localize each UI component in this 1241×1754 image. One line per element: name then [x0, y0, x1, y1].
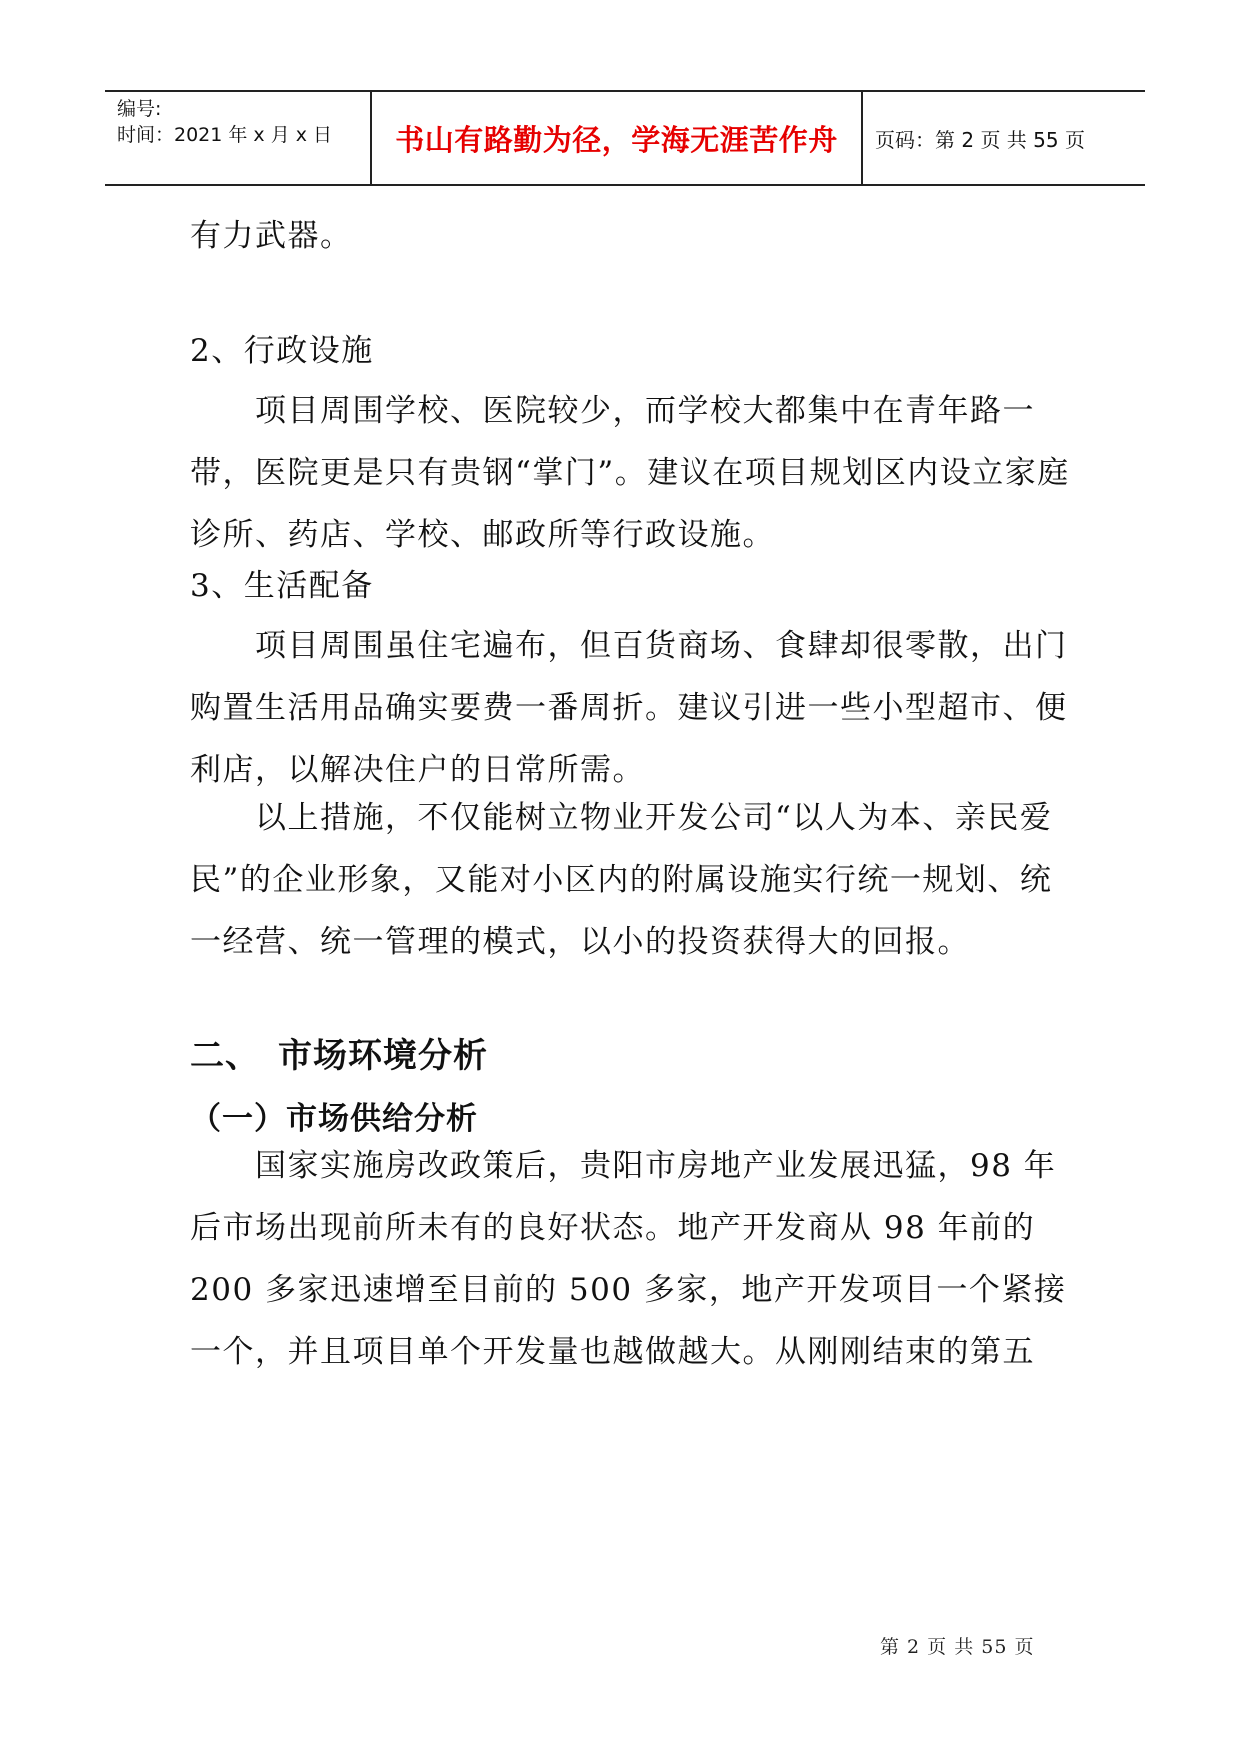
- summary-paragraph: 以上措施，不仅能树立物业开发公司“以人为本、亲民爱民”的企业形象，又能对小区内的附属设施实行统一规划、统一经营、统一管理的模式，以小的投资获得大的回报。: [190, 800, 1053, 960]
- item-3-title: 3、生活配备: [190, 568, 374, 604]
- section-2-heading: 二、 市场环境分析: [190, 1036, 488, 1076]
- paragraph-continuation: 有力武器。: [190, 218, 353, 254]
- page-header: [105, 90, 1145, 186]
- item-3-text: 项目周围虽住宅遍布，但百货商场、食肆却很零散，出门购置生活用品确实要费一番周折。建议引进一些小型超市、便利店，以解决住户的日常所需。: [190, 628, 1068, 788]
- header-page-code: 页码：第 2 页 共 55 页: [875, 127, 1085, 152]
- header-divider: [861, 92, 863, 184]
- header-meta: [117, 92, 367, 184]
- header-motto: 书山有路勤为径，学海无涯苦作舟: [395, 122, 838, 157]
- document-number-label: 编号:: [117, 98, 162, 120]
- section-2-subheading: （一）市场供给分析: [190, 1101, 478, 1137]
- page-footer: 第 2 页 共 55 页: [880, 1636, 1035, 1658]
- document-time-label: 时间：2021 年 x 月 x 日: [117, 124, 333, 146]
- item-2-title: 2、行政设施: [190, 333, 374, 369]
- item-2-text: 项目周围学校、医院较少，而学校大都集中在青年路一带，医院更是只有贵钢“掌门”。建议在项目规划区内设立家庭诊所、药店、学校、邮政所等行政设施。: [190, 393, 1070, 553]
- section-2-paragraph: 国家实施房改政策后，贵阳市房地产业发展迅猛，98 年后市场出现前所未有的良好状态。地产开发商从 98 年前的 200 多家迅速增至目前的 500 多家，地产开发项目一个紧接一个，并且项目单个开发量也越做越大。从刚刚结束的第五: [190, 1148, 1067, 1370]
